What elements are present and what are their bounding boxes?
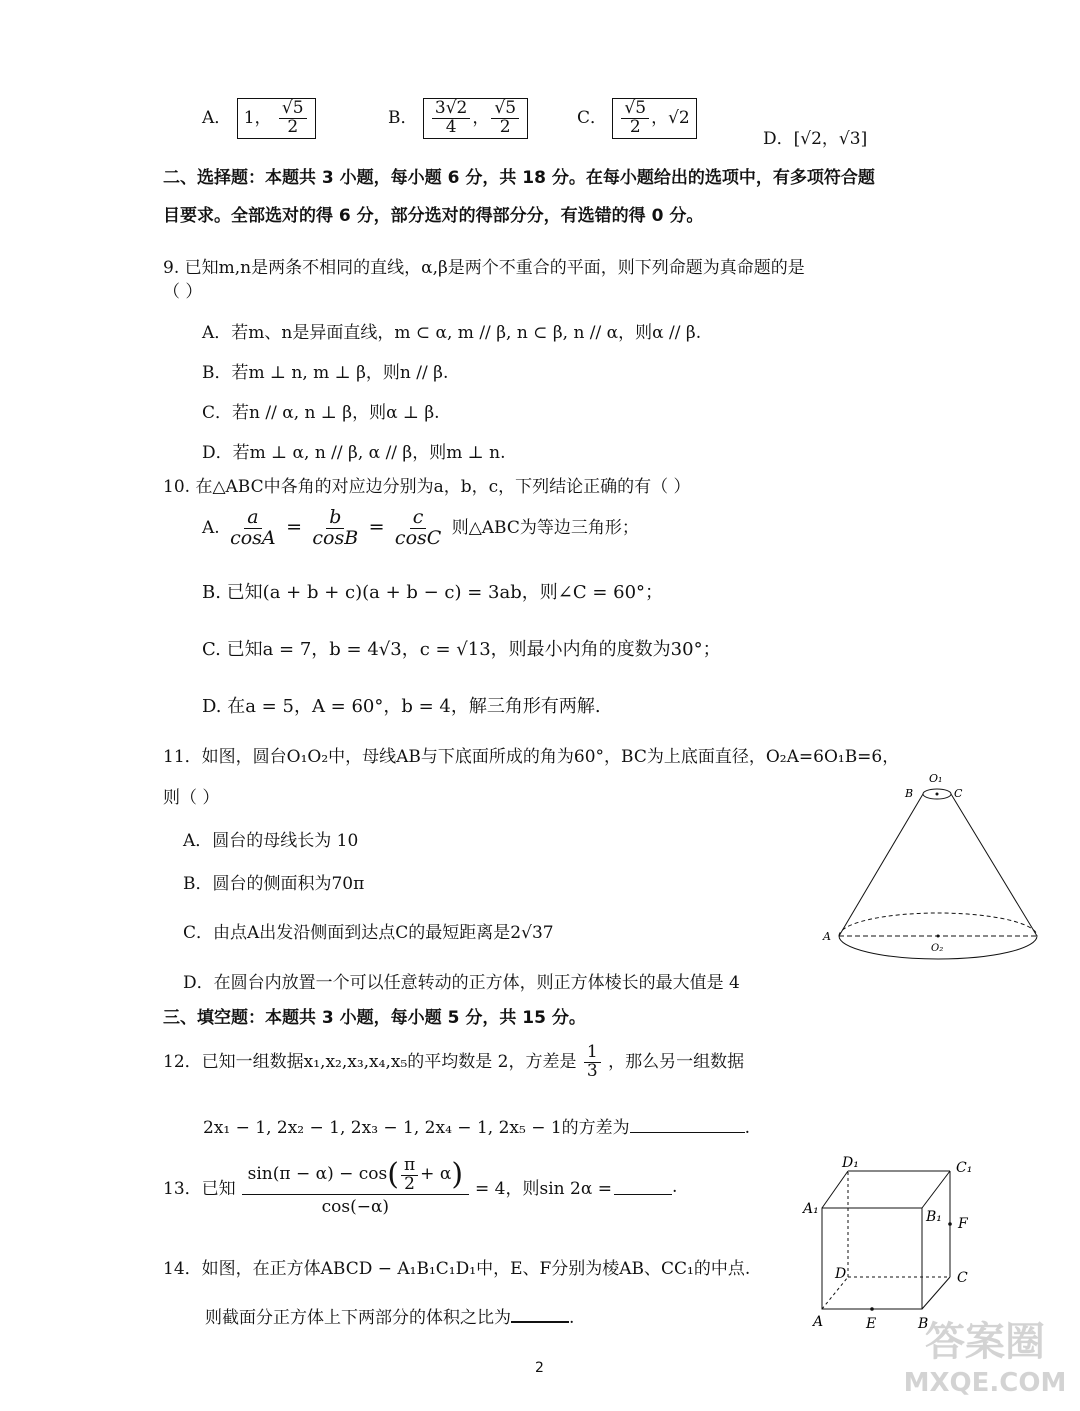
q8-option-b-bracket: $\frac{3√2}{4}$ ， $\frac{√5}{2}$ [423, 98, 528, 139]
section2-line2: 目要求。全部选对的得 6 分，部分选对的得部分分，有选错的得 0 分。 [163, 206, 704, 226]
q14-answer-blank[interactable] [511, 1305, 569, 1323]
q11-option-a: A．圆台的母线长为 10 [183, 831, 359, 851]
q8-option-c-bracket: $\frac{√5}{2}$ ，√2 [612, 98, 696, 139]
q9-option-a: A．若m、n是异面直线，m ⊂ α, m // β, n ⊂ β, n // α，则α // β. [202, 323, 702, 343]
cube-front-face [822, 1208, 922, 1309]
q13-answer-blank[interactable] [614, 1178, 672, 1195]
cube-edge-bc [922, 1277, 950, 1309]
fig-label-b: B [905, 787, 914, 800]
fig-point-o2 [937, 935, 940, 938]
fig-label-o2: O₂ [931, 943, 944, 954]
section3-title: 三、填空题：本题共 3 小题，每小题 5 分，共 15 分。 [163, 1008, 586, 1028]
q12-answer-blank[interactable] [630, 1116, 745, 1133]
cube-label-c: C [957, 1270, 968, 1286]
fig-bottom-back [839, 913, 1037, 936]
cube-label-c1: C₁ [956, 1160, 973, 1176]
q9-paren: （ ） [163, 282, 203, 302]
fig-generatrix-right [951, 794, 1037, 936]
q10-stem: 10. 在△ABC中各角的对应边分别为a，b，c，下列结论正确的有（ ） [163, 477, 691, 497]
fig-label-o1: O₁ [929, 772, 943, 785]
fig-generatrix-left [839, 794, 923, 936]
q9-option-b: B．若m ⊥ n, m ⊥ β，则n // β. [202, 363, 449, 383]
cube-label-f: F [958, 1216, 968, 1232]
cube-point-f [948, 1222, 952, 1226]
q11-stem: 11．如图，圆台O₁O₂中，母线AB与下底面所成的角为60°，BC为上底面直径，O₂A=6O₁B=6， [163, 747, 900, 767]
q8-option-d: D．[√2，√3] [763, 129, 868, 149]
cube-edge-b1c1 [922, 1171, 950, 1208]
cube-edge-a1d1 [822, 1171, 848, 1208]
q8-option-a-bracket: 1， $\frac{√5}{2}$ [237, 98, 316, 139]
q13-stem: 13．已知 sin(π − α) − cos ( $\frac{\pi}{2}$ + α ) cos(−α) = 4，则sin 2α = . [163, 1155, 678, 1217]
q10-option-c: C. 已知a = 7，b = 4√3，c = √13，则最小内角的度数为30°； [202, 639, 721, 660]
cube-label-d1: D₁ [842, 1155, 859, 1171]
q10-option-a: A. $\frac{a}{\cos A}$ = $\frac{b}{\cos B}$ = $\frac{c}{\cos C}$ 则△ABC为等边三角形； [202, 506, 639, 549]
q11-stem2: 则（ ） [163, 788, 220, 808]
fig-label-c: C [954, 787, 963, 800]
q10-option-b: B. 已知(a + b + c)(a + b − c) = 3ab，则∠C = 60°； [202, 582, 664, 603]
cube-label-e: E [866, 1316, 877, 1332]
q8-option-c: C． $\frac{√5}{2}$ ，√2 [577, 98, 697, 139]
cube-label-a1: A₁ [803, 1201, 819, 1217]
q11-option-b: B．圆台的侧面积为70π [183, 874, 365, 894]
frustum-figure [815, 768, 1065, 966]
q9-option-d: D．若m ⊥ α, n // β, α // β，则m ⊥ n. [202, 443, 506, 463]
q12-line2: 2x₁ − 1, 2x₂ − 1, 2x₃ − 1, 2x₄ − 1, 2x₅ − 1的方差为 . [203, 1118, 751, 1138]
q11-option-c: C．由点A出发沿侧面到达点C的最短距离是2√37 [183, 923, 554, 943]
section2-line1: 二、选择题：本题共 3 小题，每小题 6 分，共 18 分。在每小题给出的选项中，有多项符合题 [163, 168, 875, 188]
q9-stem: 9. 已知m,n是两条不相同的直线，α,β是两个不重合的平面，则下列命题为真命题的是 [163, 258, 805, 278]
cube-label-a: A [813, 1314, 824, 1330]
q14-line2: 则截面分正方体上下两部分的体积之比为 . [205, 1303, 574, 1328]
q14-line1: 14．如图，在正方体ABCD − A₁B₁C₁D₁中，E、F分别为棱AB、CC₁的中点. [163, 1259, 751, 1279]
cube-label-d: D [835, 1266, 847, 1282]
cube-label-b: B [918, 1316, 929, 1332]
q11-option-d: D．在圆台内放置一个可以任意转动的正方体，则正方体棱长的最大值是 4 [183, 973, 740, 993]
page-number: 2 [535, 1360, 544, 1376]
q10-option-d: D. 在a = 5，A = 60°，b = 4，解三角形有两解. [202, 696, 601, 717]
cube-point-e [870, 1307, 874, 1311]
cube-figure [798, 1150, 988, 1340]
q12-stem: 12．已知一组数据x₁,x₂,x₃,x₄,x₅的平均数是 2，方差是 $\frac{1}{3}$ ，那么另一组数据 [163, 1042, 745, 1081]
q9-option-c: C．若n // α, n ⊥ β，则α ⊥ β. [202, 403, 440, 423]
q8-option-a: A． 1， $\frac{√5}{2}$ [202, 98, 316, 139]
watermark-logo: 答案圈 MXQE.COM [903, 1319, 1067, 1398]
fig-point-o1 [936, 793, 939, 796]
fig-label-a: A [823, 930, 831, 943]
q8-option-b: B． $\frac{3√2}{4}$ ， $\frac{√5}{2}$ [388, 98, 528, 139]
cube-label-b1: B₁ [926, 1209, 942, 1225]
